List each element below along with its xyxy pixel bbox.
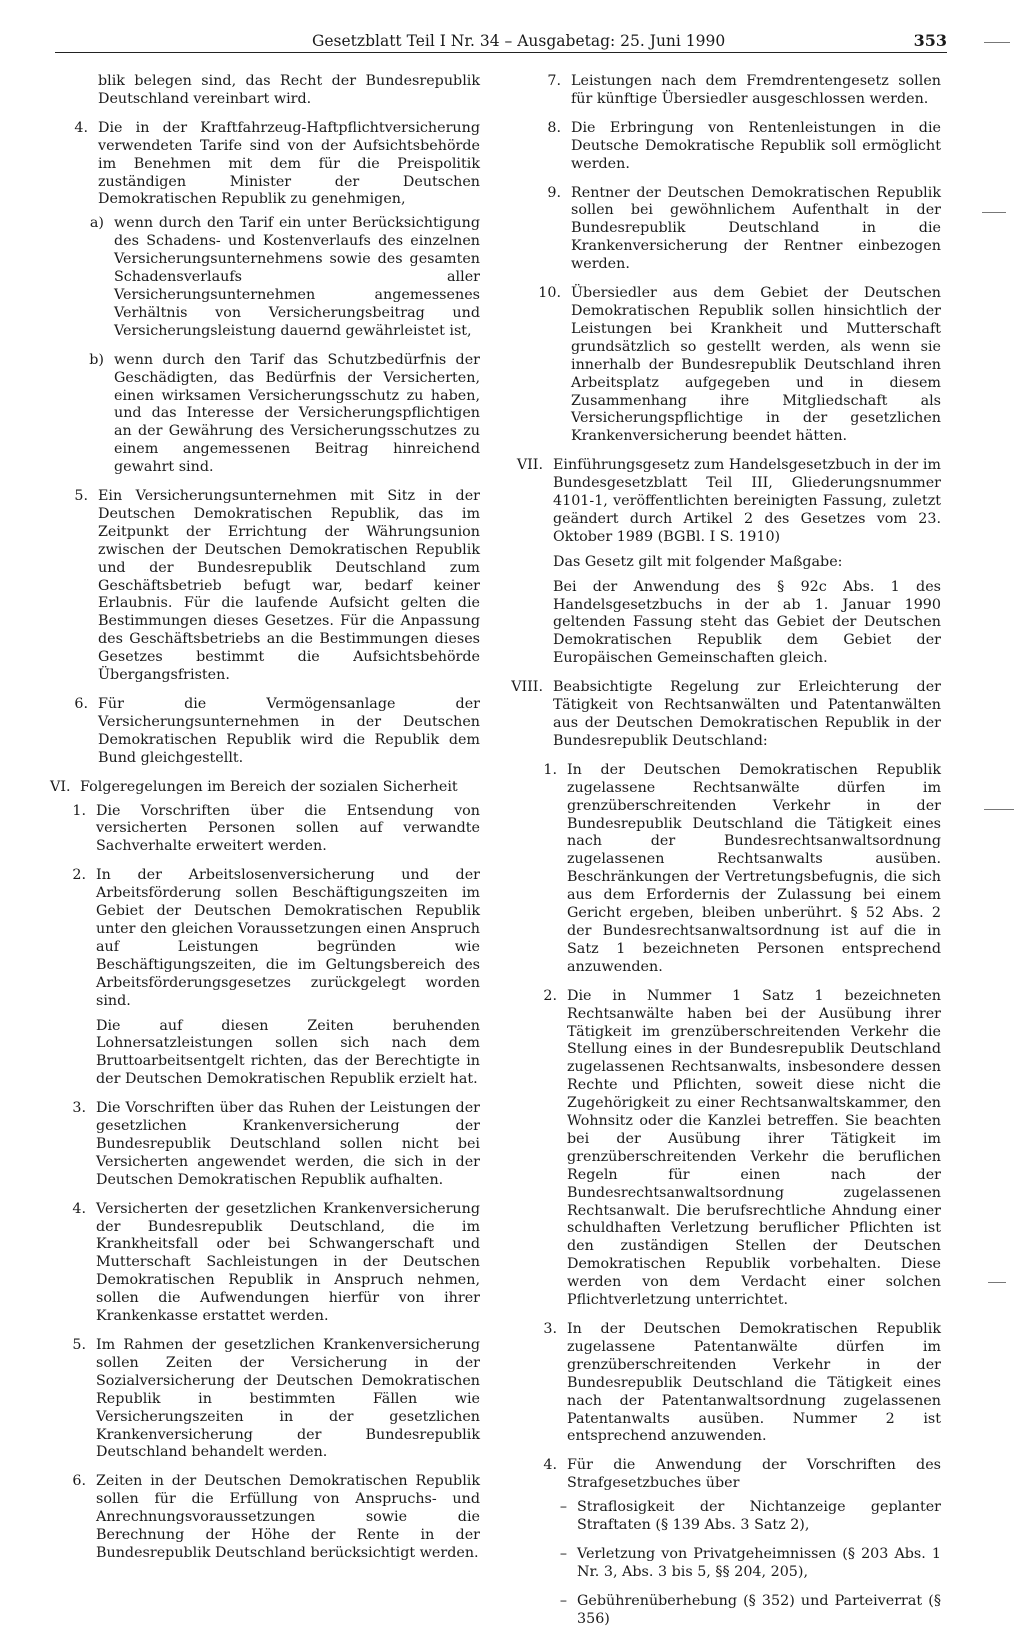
item-number: 8. — [547, 119, 561, 136]
item-number: 5. — [74, 488, 88, 505]
viii-item-4 — [503, 1457, 941, 1493]
section-detail: Bei der Anwendung des § 92c Abs. 1 des Handelsgesetzbuchs in der ab 1. Januar 1990 geltenden Fassung steht das Gebiet der Deutschen Demokratischen Republik dem Gebiet der Europäischen Gemeinschaften gleich. — [553, 578, 941, 667]
continuation-paragraph: blik belegen sind, das Recht der Bundesrepublik Deutschland vereinbart wird. — [98, 73, 480, 107]
margin-mark — [984, 809, 1014, 810]
item-5 — [50, 488, 480, 685]
item-text: Für die Vermögensanlage der Versicherungsunternehmen in der Deutschen Demokratischen Republik wird die Republik dem Bund gleichgestellt. — [98, 696, 480, 766]
subitem-label: a) — [89, 215, 104, 232]
item-number: 4. — [72, 1200, 86, 1217]
dash-mark: – — [559, 1499, 567, 1516]
item-text: Die Erbringung von Rentenleistungen in die Deutsche Demokratische Republik soll ermöglicht werden. — [571, 119, 941, 172]
section-note: Das Gesetz gilt mit folgender Maßgabe: — [553, 553, 843, 570]
dash-text: Verletzung von Privatgeheimnissen (§ 203 Abs. 1 Nr. 3, Abs. 3 bis 5, §§ 204, 205), — [577, 1545, 941, 1580]
section-heading: Folgeregelungen im Bereich der sozialen Sicherheit — [80, 778, 458, 795]
vi-item-8 — [503, 120, 941, 174]
section-number: VII. — [516, 457, 543, 474]
item-text: In der Deutschen Demokratischen Republik zugelassene Rechtsanwälte dürfen im grenzüberschreitenden Verkehr in der Bundesrepublik Deutschland die Tätigkeit eines nach der Bundesrechtsanwaltsordnung zugelassenen Rechtsanwalts ausüben. Beschränkungen der Vertretungsbefugnis, die sich aus dem Erfordernis der Zulassung bei einem Gericht ergeben, bleiben unberührt. § 52 Abs. 2 der Bundesrechtsanwaltsordnung ist auf die in Satz 1 bezeichneten Personen entsprechend anzuwenden. — [567, 761, 941, 975]
section-text: Einführungsgesetz zum Handelsgesetzbuch in der im Bundesgesetzblatt Teil III, Gliederungsnummer 4101-1, veröffentlichten bereinigten Fassung, zuletzt geändert durch Artikel 2 des Gesetzes vom 23. Oktober 1989 (BGBl. I S. 1910) — [553, 457, 941, 545]
dash-mark: – — [559, 1545, 567, 1562]
item-4 — [50, 120, 480, 210]
viii-item-2 — [503, 988, 941, 1310]
dash-mark: – — [559, 1592, 567, 1609]
section-number: VI. — [50, 778, 71, 795]
vi-item-6 — [50, 1473, 480, 1563]
item-number: 3. — [543, 1321, 557, 1337]
vi-item-5 — [50, 1337, 480, 1462]
item-number: 3. — [72, 1100, 86, 1117]
vi-item-4 — [50, 1201, 480, 1326]
vi-item-3 — [50, 1100, 480, 1190]
item-number: 4. — [74, 119, 88, 136]
vi-item-9 — [503, 185, 941, 275]
item-text: Zeiten in der Deutschen Demokratischen Republik sollen für die Erfüllung von Anspruchs- und Anrechnungsvoraussetzungen sowie die Berechnung der Höhe der Rente in der Bundesrepublik Deutschland berücksichtigt werden. — [96, 1473, 480, 1561]
dash-text: Gebührenüberhebung (§ 352) und Parteiverrat (§ 356) — [577, 1592, 941, 1627]
item-number: 6. — [72, 1473, 86, 1490]
item-text: Leistungen nach dem Fremdrentengesetz sollen für künftige Übersiedler ausgeschlossen werden. — [571, 73, 941, 107]
item-text: Die in der Kraftfahrzeug-Haftpflichtversicherung verwendeten Tarife sind von der Aufsichtsbehörde im Benehmen mit dem für die Preispolitik zuständigen Minister der Deutschen Demokratischen Republik zu genehmigen, — [98, 119, 480, 208]
item-text: In der Deutschen Demokratischen Republik zugelassene Patentanwälte dürfen im grenzüberschreitenden Verkehr in der Bundesrepublik Deutschland die Tätigkeit eines nach der Patentanwaltsordnung zugelassenen Patentanwalts ausüben. Nummer 2 ist entsprechend anzuwenden. — [567, 1321, 941, 1445]
item-text: Die Vorschriften über die Entsendung von versicherten Personen sollen auf verwandte Sachverhalte erweitert werden. — [96, 802, 480, 855]
item-number: 6. — [74, 696, 88, 712]
item-text: Die auf diesen Zeiten beruhenden Lohnersatzleistungen sollen sich nach dem Bruttoarbeitsentgelt richten, das der Berechtigte in der Deutschen Demokratischen Republik erzielt hat. — [96, 1017, 480, 1088]
section-text: Beabsichtigte Regelung zur Erleichterung der Tätigkeit von Rechtsanwälten und Patentanwälten aus der Deutschen Demokratischen Republik in der Bundesrepublik Deutschland: — [553, 679, 941, 749]
item-number: 5. — [72, 1337, 86, 1353]
left-column — [50, 73, 480, 1574]
viii-item-1 — [503, 762, 941, 977]
dash-item — [503, 1593, 941, 1629]
dash-item — [503, 1499, 941, 1535]
item-number: 2. — [72, 867, 86, 884]
running-title: Gesetzblatt Teil I Nr. 34 – Ausgabetag: 25. Juni 1990 — [312, 32, 726, 50]
page-header — [55, 30, 947, 53]
margin-mark — [984, 42, 1010, 43]
section-vi-heading — [50, 779, 480, 797]
item-number: 2. — [543, 987, 557, 1004]
item-6 — [50, 696, 480, 768]
margin-mark — [988, 1282, 1006, 1283]
item-text: Die Vorschriften über das Ruhen der Leistungen der gesetzlichen Krankenversicherung der Bundesrepublik Deutschland sollen nicht bei Versicherten angewendet werden, die sich in der Deutschen Demokratischen Republik aufhalten. — [96, 1100, 480, 1188]
section-number: VIII. — [511, 679, 543, 696]
item-number: 1. — [543, 761, 557, 778]
item-number: 9. — [547, 184, 561, 201]
section-viii — [503, 679, 941, 751]
item-number: 1. — [72, 802, 86, 819]
vi-item-1 — [50, 803, 480, 857]
page-number: 353 — [913, 31, 947, 50]
item-text: Übersiedler aus dem Gebiet der Deutschen Demokratischen Republik sollen hinsichtlich der Leistungen bei Krankheit und Mutterschaft grundsätzlich so gestellt werden, als wenn sie innerhalb der Bundesrepublik Deutschland ihren Arbeitsplatz aufgegeben und in diesem Zusammenhang ihre Mitgliedschaft als Versicherungspflichtige in der gesetzlichen Krankenversicherung beendet hätten. — [571, 285, 941, 445]
item-text: In der Arbeitslosenversicherung und der Arbeitsförderung sollen Beschäftigungszeiten im Gebiet der Deutschen Demokratischen Republik unter den gleichen Voraussetzungen einen Anspruch auf Leistungen begründen wie Beschäftigungszeiten, die im Geltungsbereich des Arbeitsförderungsgesetzes zurückgelegt worden sind. — [96, 867, 480, 1009]
item-text: Für die Anwendung der Vorschriften des Strafgesetzbuches über — [567, 1457, 941, 1492]
item-number: 7. — [547, 73, 561, 89]
item-text: Die in Nummer 1 Satz 1 bezeichneten Rechtsanwälte haben bei der Ausübung ihrer Tätigkeit im grenzüberschreitenden Verkehr die Stellung eines in der Bundesrepublik Deutschland zugelassenen Rechtsanwalts, insbesondere dessen Rechte und Pflichten, soweit diese nicht die Zugehörigkeit zu einer Rechtsanwaltskammer, den Wohnsitz oder die Kanzlei betreffen. Sie beachten bei der Ausübung ihrer Tätigkeit im grenzüberschreitenden Verkehr die beruflichen Regeln für einen nach der Bundesrechtsanwaltsordnung zugelassenen Rechtsanwalt. Die berufsrechtliche Ahndung einer schuldhaften Verletzung beruflicher Pflichten ist den zuständigen Stellen der Deutschen Demokratischen Republik vorbehalten. Diese werden von dem Verdacht einer solchen Pflichtverletzung unterrichtet. — [567, 987, 941, 1309]
dash-item — [503, 1546, 941, 1582]
subitem-text: wenn durch den Tarif ein unter Berücksichtigung des Schadens- und Kostenverlaufs des einzelnen Versicherungsunternehmens sowie des gesamten Schadensverlaufs aller Versicherungsunternehmen angemessenes Verhältnis von Versicherungsbeitrag und Versicherungsleistung dauernd gewährleistet ist, — [114, 215, 480, 339]
viii-item-3 — [503, 1321, 941, 1446]
margin-mark — [982, 212, 1006, 213]
subitem-a — [50, 215, 480, 340]
dash-text: Straflosigkeit der Nichtanzeige geplanter Straftaten (§ 139 Abs. 3 Satz 2), — [577, 1499, 941, 1534]
item-text: Versicherten der gesetzlichen Krankenversicherung der Bundesrepublik Deutschland, die im Krankheitsfall oder bei Schwangerschaft und Mutterschaft Sachleistungen in der Deutschen Demokratischen Republik in Anspruch nehmen, sollen die Aufwendungen hierfür von ihrer Krankenkasse erstattet werden. — [96, 1200, 480, 1325]
item-text: Rentner der Deutschen Demokratischen Republik sollen bei gewöhnlichem Aufenthalt in der Bundesrepublik Deutschland in die Krankenversicherung der Rentner einbezogen werden. — [571, 184, 941, 273]
vi-item-10 — [503, 285, 941, 446]
section-vii — [503, 457, 941, 668]
subitem-text: wenn durch den Tarif das Schutzbedürfnis der Geschädigten, das Bedürfnis der Versicherten, einen wirksamen Versicherungsschutz zu haben, und das Interesse der Versicherungspflichtigen an der Gewährung des Versicherungsschutzes zu einem angemessenen Beitrag hinreichend gewahrt sind. — [114, 351, 480, 476]
vi-item-2 — [50, 867, 480, 1089]
subitem-label: b) — [89, 351, 104, 368]
right-column — [503, 73, 941, 1640]
item-number: 10. — [538, 285, 561, 302]
subitem-b — [50, 352, 480, 477]
vi-item-7 — [503, 73, 941, 109]
item-text: Im Rahmen der gesetzlichen Krankenversicherung sollen Zeiten der Versicherung in der Sozialversicherung der Deutschen Demokratischen Republik in bestimmten Fällen wie Versicherungszeiten in der gesetzlichen Krankenversicherung der Bundesrepublik Deutschland behandelt werden. — [96, 1337, 480, 1461]
item-text: Ein Versicherungsunternehmen mit Sitz in der Deutschen Demokratischen Republik, das im Zeitpunkt der Errichtung der Währungsunion zwischen der Deutschen Demokratischen Republik und der Bundesrepublik Deutschland zum Geschäftsbetrieb befugt war, bedarf keiner Erlaubnis. Für die laufende Aufsicht gelten die Bestimmungen dieses Gesetzes. Für die Anpassung des Geschäftsbetriebs an die Bestimmungen dieses Gesetzes bestimmt die Aufsichtsbehörde Übergangsfristen. — [98, 488, 480, 684]
item-number: 4. — [543, 1457, 557, 1474]
